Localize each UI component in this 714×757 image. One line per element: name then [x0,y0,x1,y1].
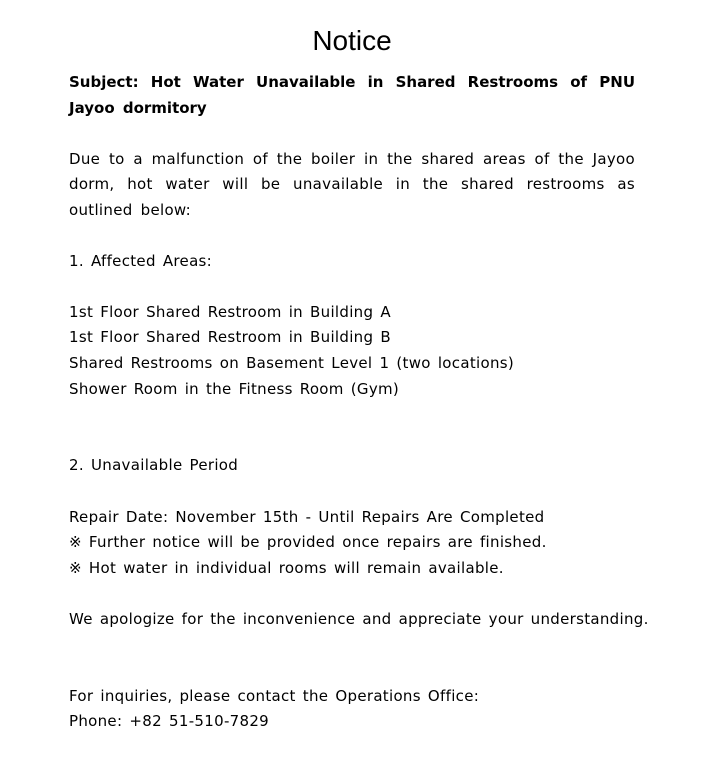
repair-date: Repair Date: November 15th - Until Repairs Are Completed [69,507,545,526]
spacer [69,402,635,428]
list-item: 1st Floor Shared Restroom in Building B [69,328,391,347]
notice-subject: Subject: Hot Water Unavailable in Shared Restrooms of PNU Jayoo dormitory [69,73,635,117]
spacer [69,658,635,684]
spacer [69,581,635,607]
list-item: 1st Floor Shared Restroom in Building A [69,302,391,321]
spacer [69,121,635,147]
section-heading-affected-areas: 1. Affected Areas: [69,251,213,270]
section-heading-unavailable-period: 2. Unavailable Period [69,456,239,475]
spacer [69,428,635,454]
intro-paragraph: Due to a malfunction of the boiler in the shared areas of the Jayoo dorm, hot water will be unavailable in the shared restrooms as outlined below: [69,149,635,219]
affected-areas-list [69,300,635,402]
apology-text: We apologize for the inconvenience and appreciate your understanding. [69,610,649,628]
spacer [69,479,635,505]
list-item: Shower Room in the Fitness Room (Gym) [69,379,400,398]
spacer [69,633,635,659]
contact-line: For inquiries, please contact the Operations Office: [69,686,480,705]
contact-phone: Phone: +82 51-510-7829 [69,712,270,731]
note-individual-rooms: ※ Hot water in individual rooms will remain available. [69,558,504,577]
notice-title: Notice [312,25,392,56]
spacer [69,223,635,249]
list-item: Shared Restrooms on Basement Level 1 (two locations) [69,354,515,373]
spacer [69,274,635,300]
notice-document [69,20,649,735]
note-further-notice: ※ Further notice will be provided once repairs are finished. [69,533,547,552]
